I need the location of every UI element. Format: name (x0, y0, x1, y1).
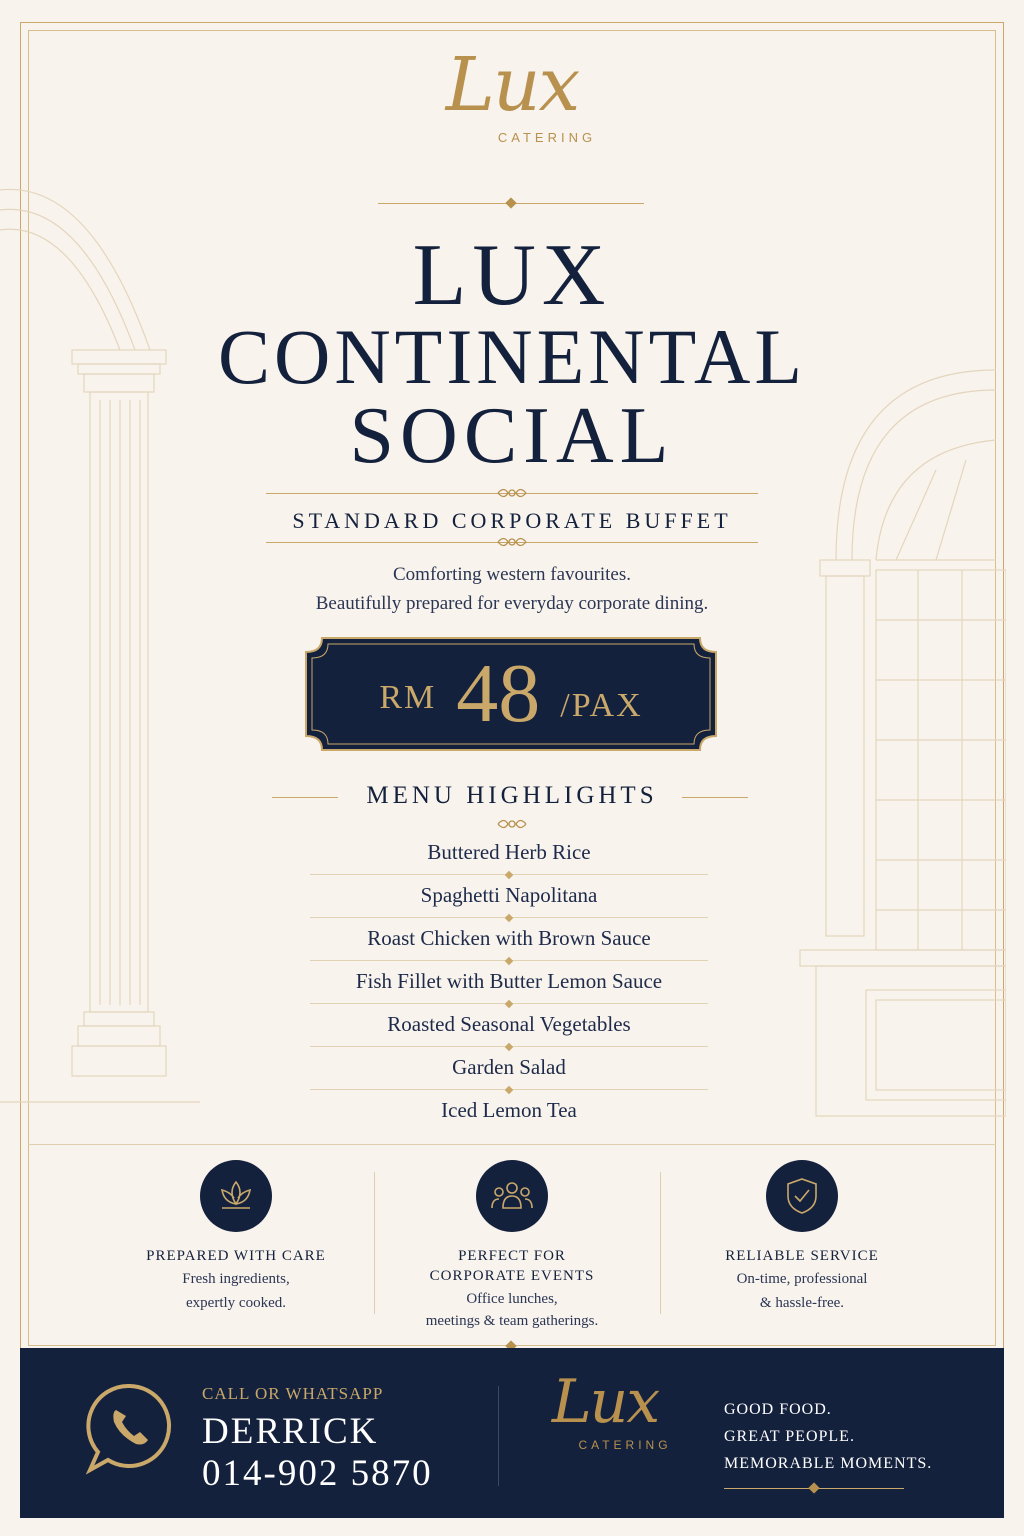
features-top-rule (28, 1144, 996, 1145)
feature-desc-line-1: Fresh ingredients, (182, 1271, 290, 1287)
menu-item: Iced Lemon Tea (441, 1098, 577, 1122)
menu-item: Garden Salad (310, 1047, 708, 1090)
menu-heading: MENU HIGHLIGHTS (366, 782, 658, 809)
footer-logo-script: Lux (551, 1367, 659, 1437)
price-amount: 48 (456, 647, 541, 740)
slogan-line-2: GREAT PEOPLE. (724, 1428, 855, 1445)
price-unit: /PAX (560, 687, 643, 724)
menu-item: Spaghetti Napolitana (310, 875, 708, 918)
slogan (724, 1396, 932, 1477)
subtitle-top-rule (266, 493, 758, 494)
title-line-1: LUX (412, 227, 612, 324)
subtitle-bottom-rule (266, 542, 758, 543)
price-currency: RM (379, 679, 437, 716)
slogan-line-3: MEMORABLE MOMENTS. (724, 1455, 933, 1472)
shield-check-icon (766, 1160, 838, 1232)
lotus-icon (200, 1160, 272, 1232)
feature-desc-line-1: On-time, professional (736, 1271, 868, 1287)
slogan-line-1: GOOD FOOD. (724, 1401, 832, 1418)
contact-label: CALL OR WHATSAPP (202, 1384, 384, 1403)
contact-name: DERRICK (202, 1411, 379, 1452)
footer-separator (498, 1386, 499, 1486)
menu-item: Roast Chicken with Brown Sauce (310, 918, 708, 961)
contact-phone[interactable]: 014-902 5870 (202, 1453, 433, 1494)
footer-logo-subtitle: CATERING (578, 1438, 672, 1452)
tagline (0, 560, 1024, 618)
feature-title-line-1: PERFECT FOR (458, 1248, 566, 1264)
feature-desc-line-2: expertly cooked. (186, 1295, 286, 1311)
feature-title: RELIABLE SERVICE (725, 1248, 879, 1264)
feature-desc-line-2: meetings & team gatherings. (425, 1313, 599, 1329)
feature-title-line-2: CORPORATE EVENTS (429, 1268, 595, 1284)
feature-desc-line-1: Office lunches, (466, 1291, 558, 1307)
feature-prepared-with-care (96, 1160, 376, 1314)
menu-list (310, 832, 708, 1133)
feature-desc-line-2: & hassle-free. (759, 1295, 845, 1311)
title-line-3: SOCIAL (349, 392, 675, 480)
menu-item: Fish Fillet with Butter Lemon Sauce (310, 961, 708, 1004)
feature-reliable-service (662, 1160, 942, 1314)
menu-item: Roasted Seasonal Vegetables (310, 1004, 708, 1047)
subtitle: STANDARD CORPORATE BUFFET (292, 508, 732, 533)
logo-subtitle: CATERING (497, 130, 597, 145)
tagline-line-1: Comforting western favourites. (393, 564, 631, 585)
brand-logo (0, 42, 1024, 145)
feature-title: PREPARED WITH CARE (146, 1248, 326, 1264)
people-icon (476, 1160, 548, 1232)
logo-script: Lux (445, 42, 579, 128)
tagline-line-2: Beautifully prepared for everyday corporate dining. (315, 593, 709, 614)
price-badge (304, 636, 718, 752)
title-line-2: CONTINENTAL (218, 313, 806, 400)
feature-separator (660, 1172, 661, 1314)
feature-corporate-events (372, 1160, 652, 1332)
footer-logo (520, 1367, 690, 1452)
menu-item: Buttered Herb Rice (310, 832, 708, 875)
